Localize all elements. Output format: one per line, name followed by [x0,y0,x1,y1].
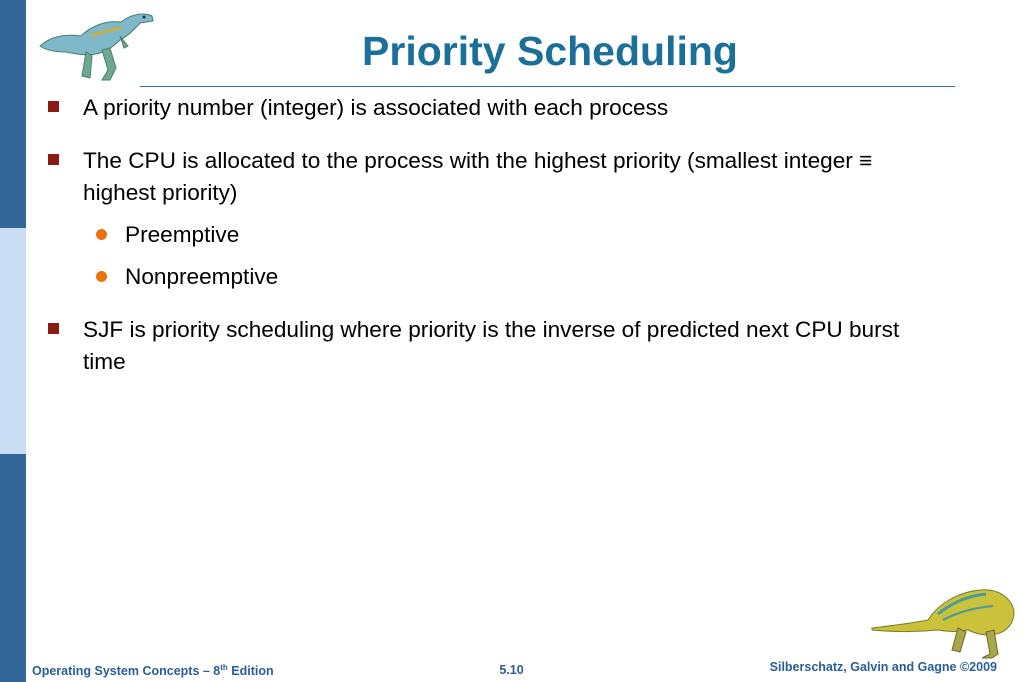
equivalence-symbol: ≡ [859,148,873,173]
sidebar-segment-light [0,228,26,454]
bullet-item [46,314,946,378]
footer-copyright: Silberschatz, Galvin and Gagne ©2009 [769,660,997,674]
bullet-item [46,145,946,209]
footer-book-title-text: Operating System Concepts – 8 [32,664,221,679]
round-bullet-marker [96,271,107,282]
footer-edition-text: Edition [227,664,274,679]
sub-bullet-item [46,261,946,293]
footer-edition-superscript: th [220,663,228,672]
sub-bullet-item [46,219,946,251]
square-bullet-marker [48,101,59,112]
square-bullet-marker [48,323,59,334]
bullet-item [46,92,946,124]
bullet-text-part: highest priority) [83,180,238,205]
sidebar-segment-dark-bottom [0,454,26,682]
round-bullet-marker [96,229,107,240]
dinosaur-bottom-right-icon [868,584,1018,662]
sub-bullet-text: Nonpreemptive [125,264,279,289]
slide-title: Priority Scheduling [362,28,738,74]
left-sidebar-strip [0,0,26,682]
bullet-text-part: The CPU is allocated to the process with the highest priority (smallest integer [83,148,860,173]
sub-bullet-text: Preemptive [125,222,240,247]
bullet-list [46,92,946,378]
title-underline [140,86,955,87]
square-bullet-marker [48,154,59,165]
bullet-text: A priority number (integer) is associated with each process [83,95,669,120]
bullet-text: SJF is priority scheduling where priority is the inverse of predicted next CPU burst time [83,317,900,374]
footer-page-number: 5.10 [499,663,524,677]
